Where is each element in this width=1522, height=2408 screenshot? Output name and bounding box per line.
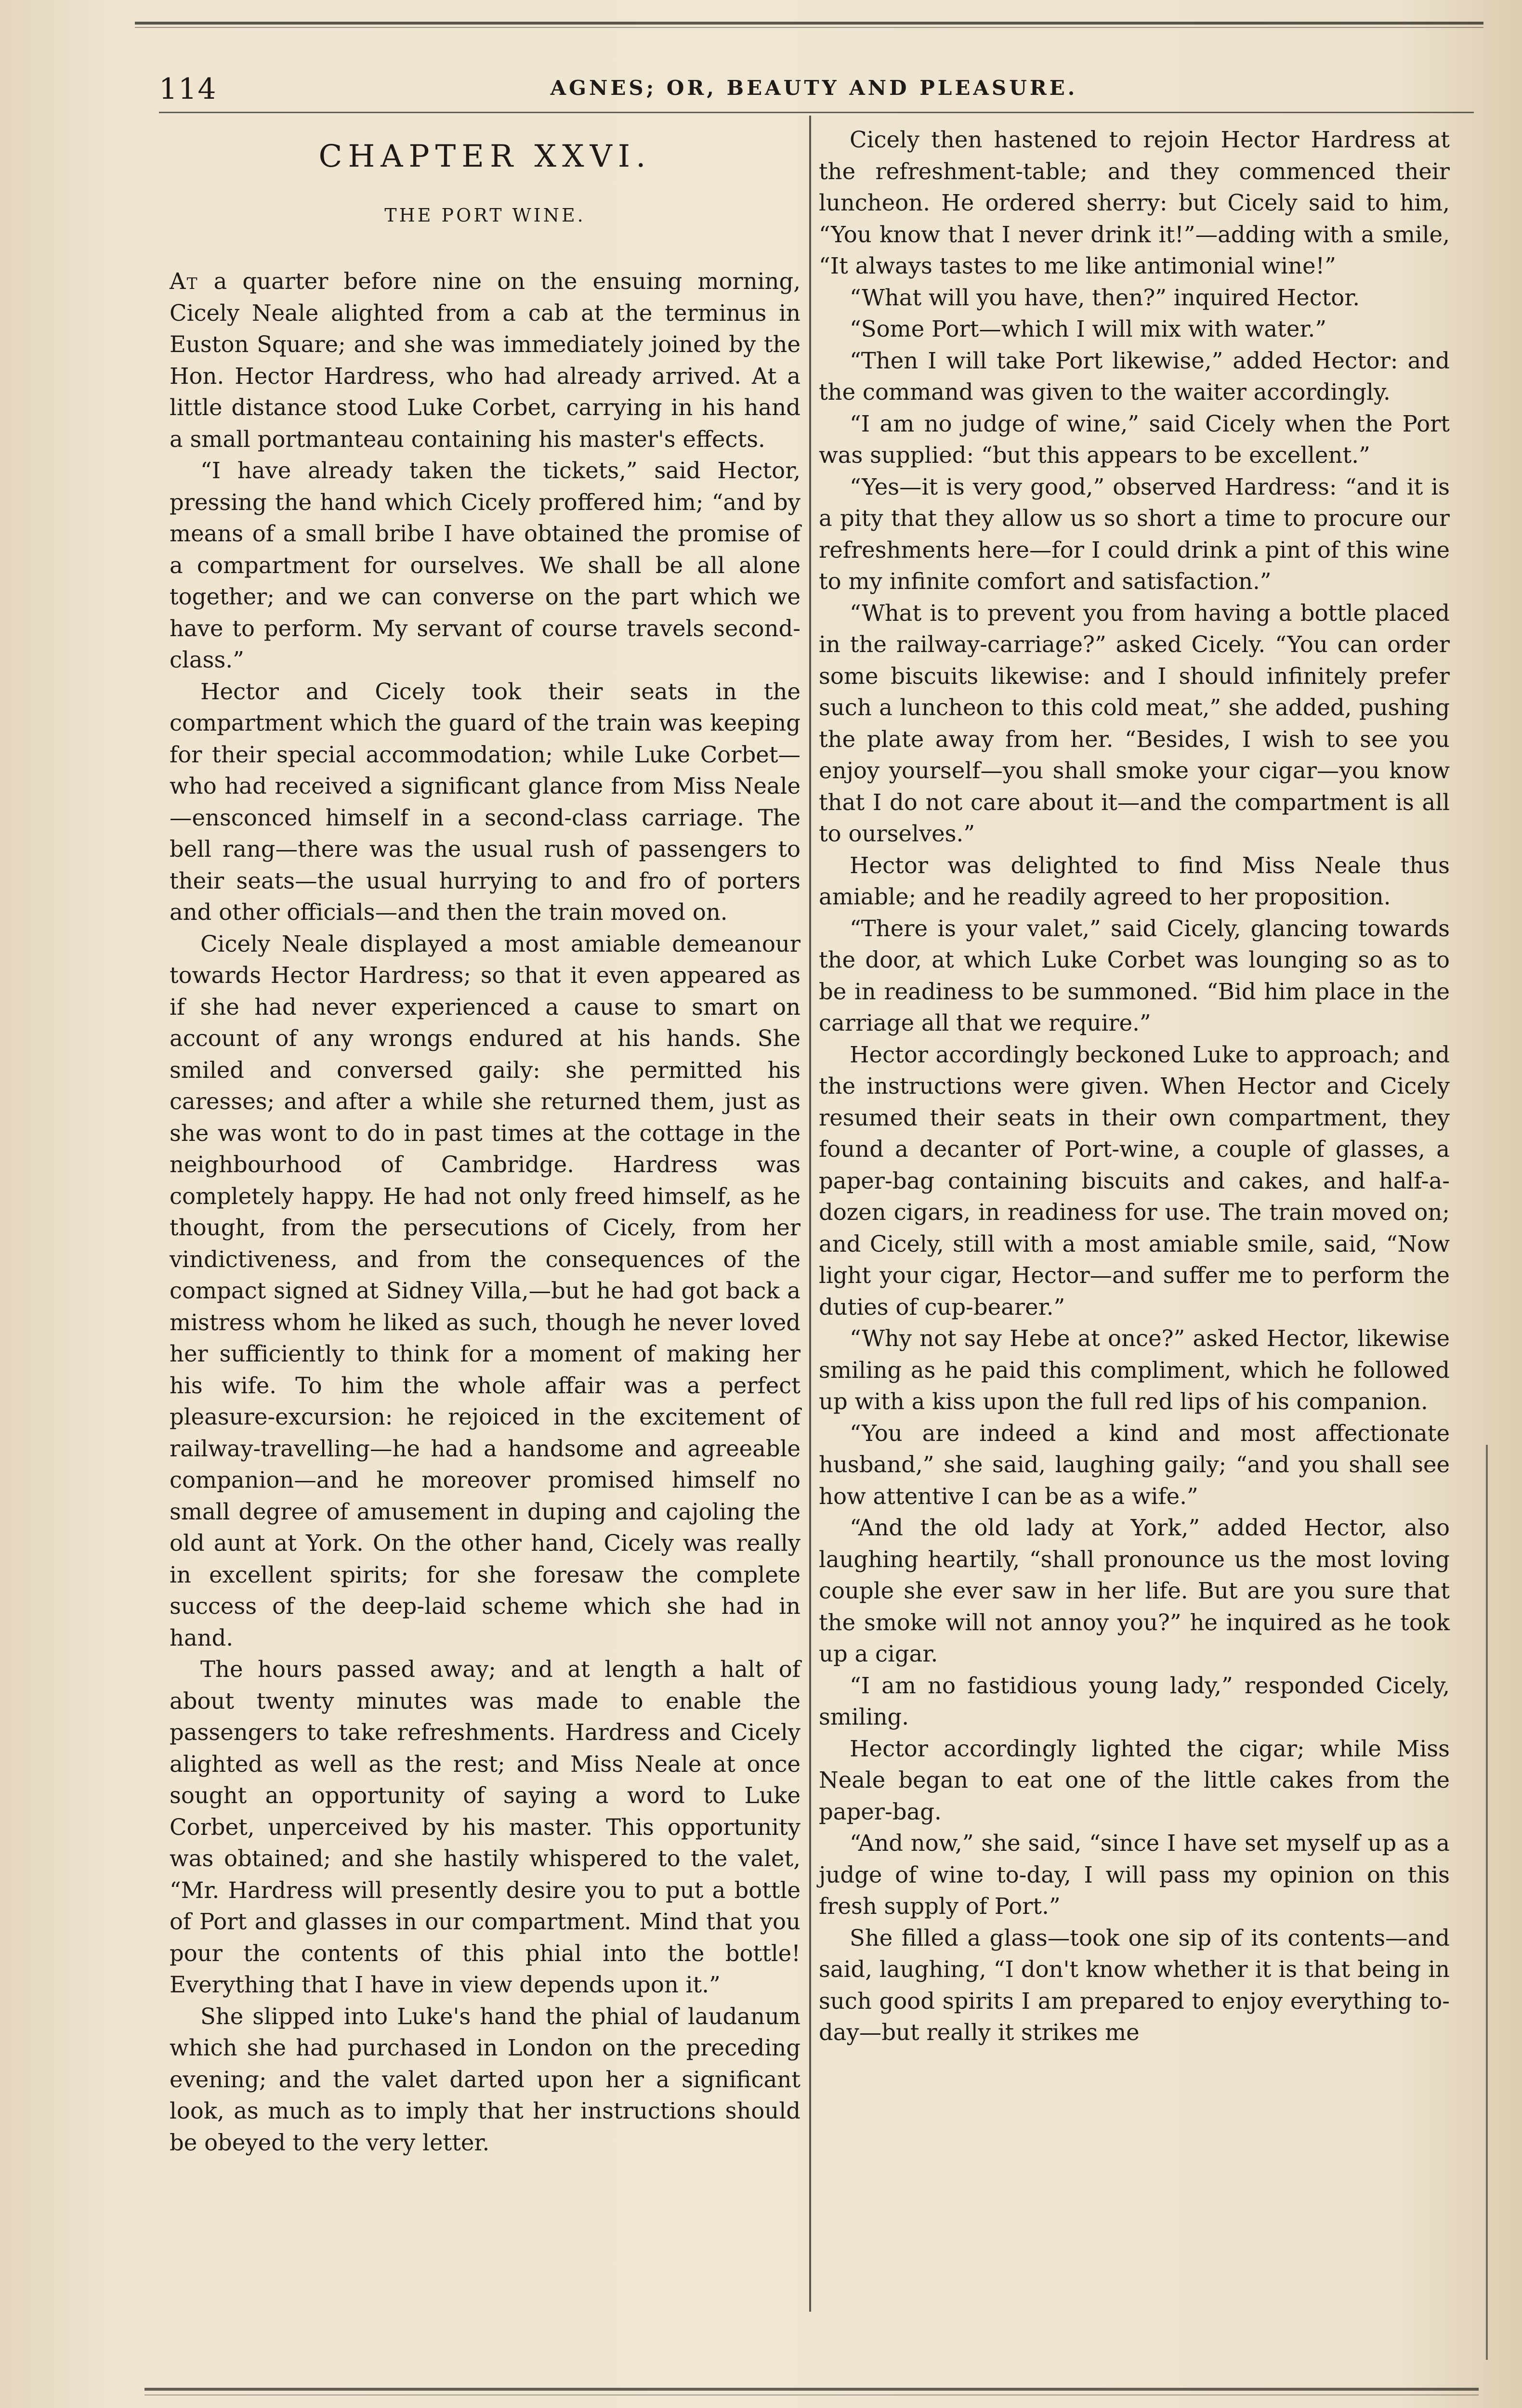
paragraph: “And the old lady at York,” added Hector, also laughing heartily, “shall pronounce us the most loving couple she ever saw in her life. But are you sure that the smoke will not annoy you?” he inquired as he took up a cigar.	[819, 1515, 1450, 1667]
paragraph: “Why not say Hebe at once?” asked Hector, likewise smiling as he paid this compliment, which he followed up with a kiss upon the full red lips of his companion.	[819, 1325, 1450, 1414]
column-divider	[809, 116, 811, 2312]
running-title: AGNES; OR, BEAUTY AND PLEASURE.	[550, 76, 1078, 100]
opening-word: At	[170, 268, 198, 294]
paragraph: Hector was delighted to find Miss Neale thus amiable; and he readily agreed to her proposition.	[819, 852, 1450, 910]
paragraph: “And now,” she said, “since I have set myself up as a judge of wine to-day, I will pass my opinion on this fresh supply of Port.”	[819, 1830, 1450, 1919]
paragraph: “What is to prevent you from having a bottle placed in the railway-carriage?” asked Cicely. “You can order some biscuits likewise: and I should infinitely prefer such a luncheon to this cold meat,” she added, pushing the plate away from her. “Besides, I wish to see you enjoy yourself—you shall smoke your cigar—you know that I do not care about it—and the compartment is all to ourselves.”	[819, 600, 1450, 847]
paragraph: “You are indeed a kind and most affectionate husband,” she said, laughing gaily; “and you shall see how attentive I can be as a wife.”	[819, 1420, 1450, 1509]
paragraph: Hector and Cicely took their seats in the compartment which the guard of the train was keeping for their special accommodation; while Luke Corbet—who had received a significant glance from Miss Neale—ensconced himself in a second-class carriage. The bell rang—there was the usual rush of passengers to their seats—the usual hurrying to and fro of porters and other officials—and then the train moved on.	[170, 678, 800, 925]
paragraph: “What will you have, then?” inquired Hector.	[850, 284, 1360, 311]
page-number: 114	[159, 72, 217, 106]
paragraph: Cicely Neale displayed a most amiable demeanour towards Hector Hardress; so that it even appeared as if she had never experienced a cause to smart on account of any wrongs endured at his hands. She smiled and conversed gaily: she permitted his caresses; and after a while she returned them, just as she was wont to do in past times at the cottage in the neighbourhood of Cambridge. Hardress was completely happy. He had not only freed himself, as he thought, from the persecutions of Cicely, from her vindictiveness, and from the consequences of the compact signed at Sidney Villa,—but he had got back a mistress whom he liked as such, though he never loved her sufficiently to think for a moment of making her his wife. To him the whole affair was a perfect pleasure-excursion: he rejoiced in the excitement of railway-travelling—he had a handsome and agreeable companion—and he moreover promised himself no small degree of amusement in duping and cajoling the old aunt at York. On the other hand, Cicely was really in excellent spirits; for she foresaw the complete success of the deep-laid scheme which she had in hand.	[170, 930, 800, 1651]
chapter-heading: CHAPTER XXVI.	[318, 139, 652, 174]
top-border-rule	[135, 22, 1483, 25]
paragraph: “Yes—it is very good,” observed Hardress: “and it is a pity that they allow us so short a time to procure our refreshments here—for I could drink a pint of this wine to my infinite comfort and satisfaction.”	[819, 473, 1450, 594]
paragraph: Hector accordingly beckoned Luke to approach; and the instructions were given. When Hector and Cicely resumed their seats in their own compartment, they found a decanter of Port-wine, a couple of glasses, a paper-bag containing biscuits and cakes, and half-a-dozen cigars, in readiness for use. The train moved on; and Cicely, still with a most amiable smile, said, “Now light your cigar, Hector—and suffer me to perform the duties of cup-bearer.”	[819, 1041, 1450, 1320]
paragraph: “I am no fastidious young lady,” responded Cicely, smiling.	[819, 1672, 1450, 1730]
paragraph: She filled a glass—took one sip of its contents—and said, laughing, “I don't know whether it is that being in such good spirits I am prepared to enjoy everything to-day—but really it strikes me	[819, 1924, 1450, 2045]
paragraph: Hector accordingly lighted the cigar; while Miss Neale began to eat one of the little cakes from the paper-bag.	[819, 1735, 1450, 1825]
paragraph: “I have already taken the tickets,” said Hector, pressing the hand which Cicely proffered him; “and by means of a small bribe I have obtained the promise of a compartment for ourselves. We shall be all alone together; and we can converse on the part which we have to perform. My servant of course travels second-class.”	[170, 458, 800, 673]
left-column	[170, 140, 800, 2159]
paragraph: “I am no judge of wine,” said Cicely when the Port was supplied: “but this appears to be excellent.”	[819, 410, 1450, 468]
bottom-border-rule	[144, 2388, 1479, 2391]
right-column	[819, 124, 1450, 2049]
paragraph: “There is your valet,” said Cicely, glancing towards the door, at which Luke Corbet was lounging so as to be in readiness to be summoned. “Bid him place in the carriage all that we require.”	[819, 915, 1450, 1036]
top-border-rule-thin	[135, 27, 1483, 28]
chapter-subtitle: THE PORT WINE.	[384, 205, 586, 226]
paragraph: Cicely then hastened to rejoin Hector Hardress at the refreshment-table; and they commenced their luncheon. He ordered sherry: but Cicely said to him, “You know that I never drink it!”—adding with a smile, “It always tastes to me like antimonial wine!”	[819, 127, 1450, 279]
paragraph	[170, 266, 800, 455]
header-rule	[159, 112, 1474, 113]
paragraph: The hours passed away; and at length a halt of about twenty minutes was made to enable the passengers to take refreshments. Hardress and Cicely alighted as well as the rest; and Miss Neale at once sought an opportunity of saying a word to Luke Corbet, unperceived by his master. This opportunity was obtained; and she hastily whispered to the valet, “Mr. Hardress will presently desire you to put a bottle of Port and glasses in our compartment. Mind that you pour the contents of this phial into the bottle! Everything that I have in view depends upon it.”	[170, 1656, 800, 1998]
right-border-rule	[1486, 1445, 1488, 2360]
paragraph: She slipped into Luke's hand the phial of laudanum which she had purchased in London on the preceding evening; and the valet darted upon her a significant look, as much as to imply that her instructions should be obeyed to the very letter.	[170, 2003, 800, 2156]
running-head	[159, 72, 1469, 106]
paragraph-text: a quarter before nine on the ensuing morning, Cicely Neale alighted from a cab at the terminus in Euston Square; and she was immediately joined by the Hon. Hector Hardress, who had already arrived. At a little distance stood Luke Corbet, carrying in his hand a small portmanteau containing his master's effects.	[170, 268, 800, 452]
paragraph: “Then I will take Port likewise,” added Hector: and the command was given to the waiter accordingly.	[819, 347, 1450, 405]
paragraph: “Some Port—which I will mix with water.”	[850, 316, 1327, 342]
